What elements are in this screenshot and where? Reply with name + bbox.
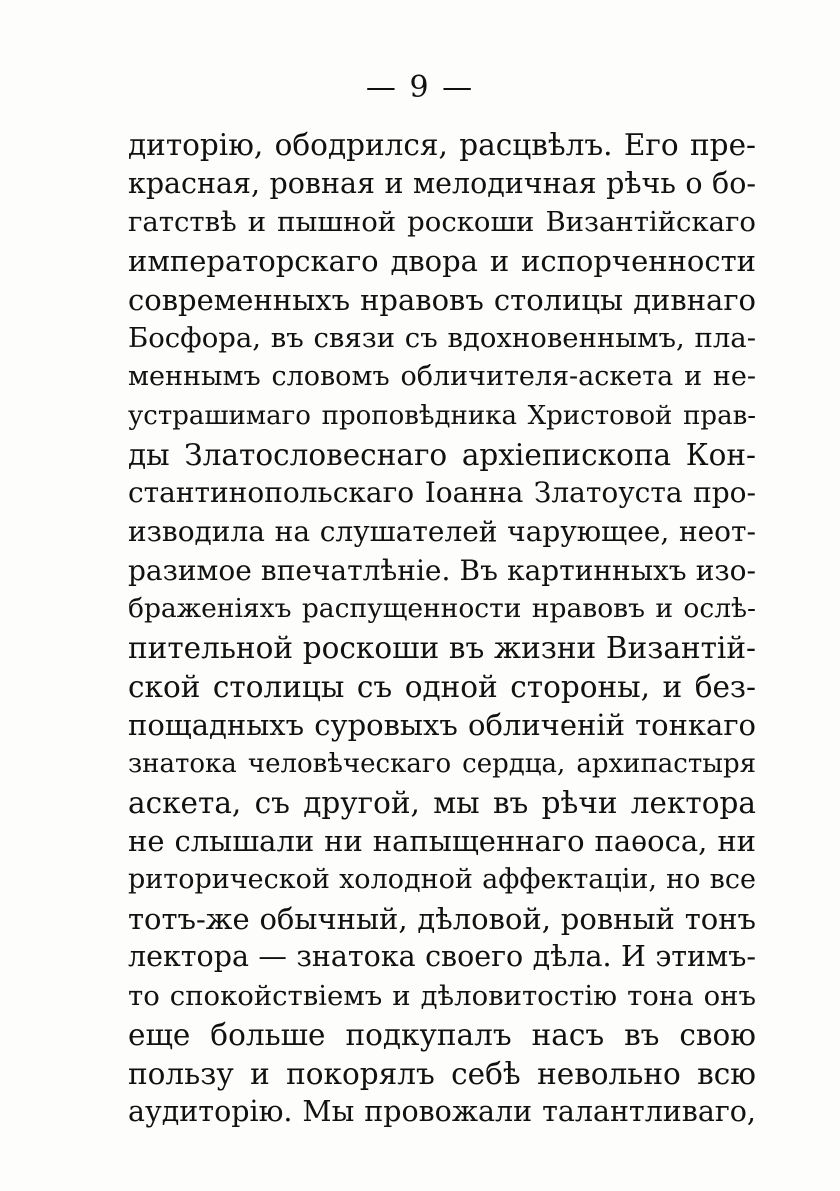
body-text <box>128 126 756 1132</box>
text-line: ды Златословеснаго архіепископа Кон- <box>128 437 756 472</box>
page-number: — 9 — <box>365 70 475 105</box>
text-line: пительной роскоши въ жизни Византій- <box>128 630 756 665</box>
text-line: Босфора, въ связи съ вдохновеннымъ, пла- <box>128 322 756 355</box>
text-line: современныхъ нравовъ столицы дивнаго <box>128 282 756 317</box>
text-line: гатствѣ и пышной роскоши Византійскаго <box>128 206 756 239</box>
text-line: пользу и покорялъ себѣ невольно всю <box>128 1056 756 1091</box>
text-line: то спокойствіемъ и дѣловитостію тона онъ <box>128 980 756 1013</box>
text-line: аскета, съ другой, мы въ рѣчи лектора <box>128 785 756 820</box>
text-line: еще больше подкупалъ насъ въ свою <box>128 1017 756 1052</box>
text-line: разимое впечатлѣніе. Въ картинныхъ изо- <box>128 553 756 587</box>
text-line: браженіяхъ распущенности нравовъ и ослѣ- <box>128 593 756 625</box>
text-line: изводила на слушателей чарующее, неот- <box>128 514 756 548</box>
text-line: ской столицы съ одной стороны, и без- <box>128 669 756 704</box>
text-line: пощадныхъ суровыхъ обличеній тонкаго <box>128 708 756 743</box>
text-line: знатока человѣческаго сердца, архипастыря <box>128 749 756 779</box>
text-line: императорскаго двора и испорченности <box>128 244 756 279</box>
text-line: меннымъ словомъ обличителя-аскета и не- <box>128 361 756 393</box>
text-line: аудиторію. Мы провожали талантливаго, <box>128 1095 756 1129</box>
text-line: риторической холодной аффектаціи, но все <box>128 864 756 896</box>
text-line: стантинопольскаго Іоанна Златоуста про- <box>128 476 756 510</box>
text-line: красная, ровная и мелодичная рѣчь о бо- <box>128 166 756 200</box>
text-line: диторію, ободрился, расцвѣлъ. Его пре- <box>128 128 756 162</box>
text-line: устрашимаго проповѣдника Христовой прав- <box>128 400 756 431</box>
text-line: лектора — знатока своего дѣла. И этимъ- <box>128 940 756 974</box>
text-line: тотъ-же обычный, дѣловой, ровный тонъ <box>128 901 756 936</box>
text-line: не слышали ни напыщеннаго паѳоса, ни <box>128 824 756 859</box>
